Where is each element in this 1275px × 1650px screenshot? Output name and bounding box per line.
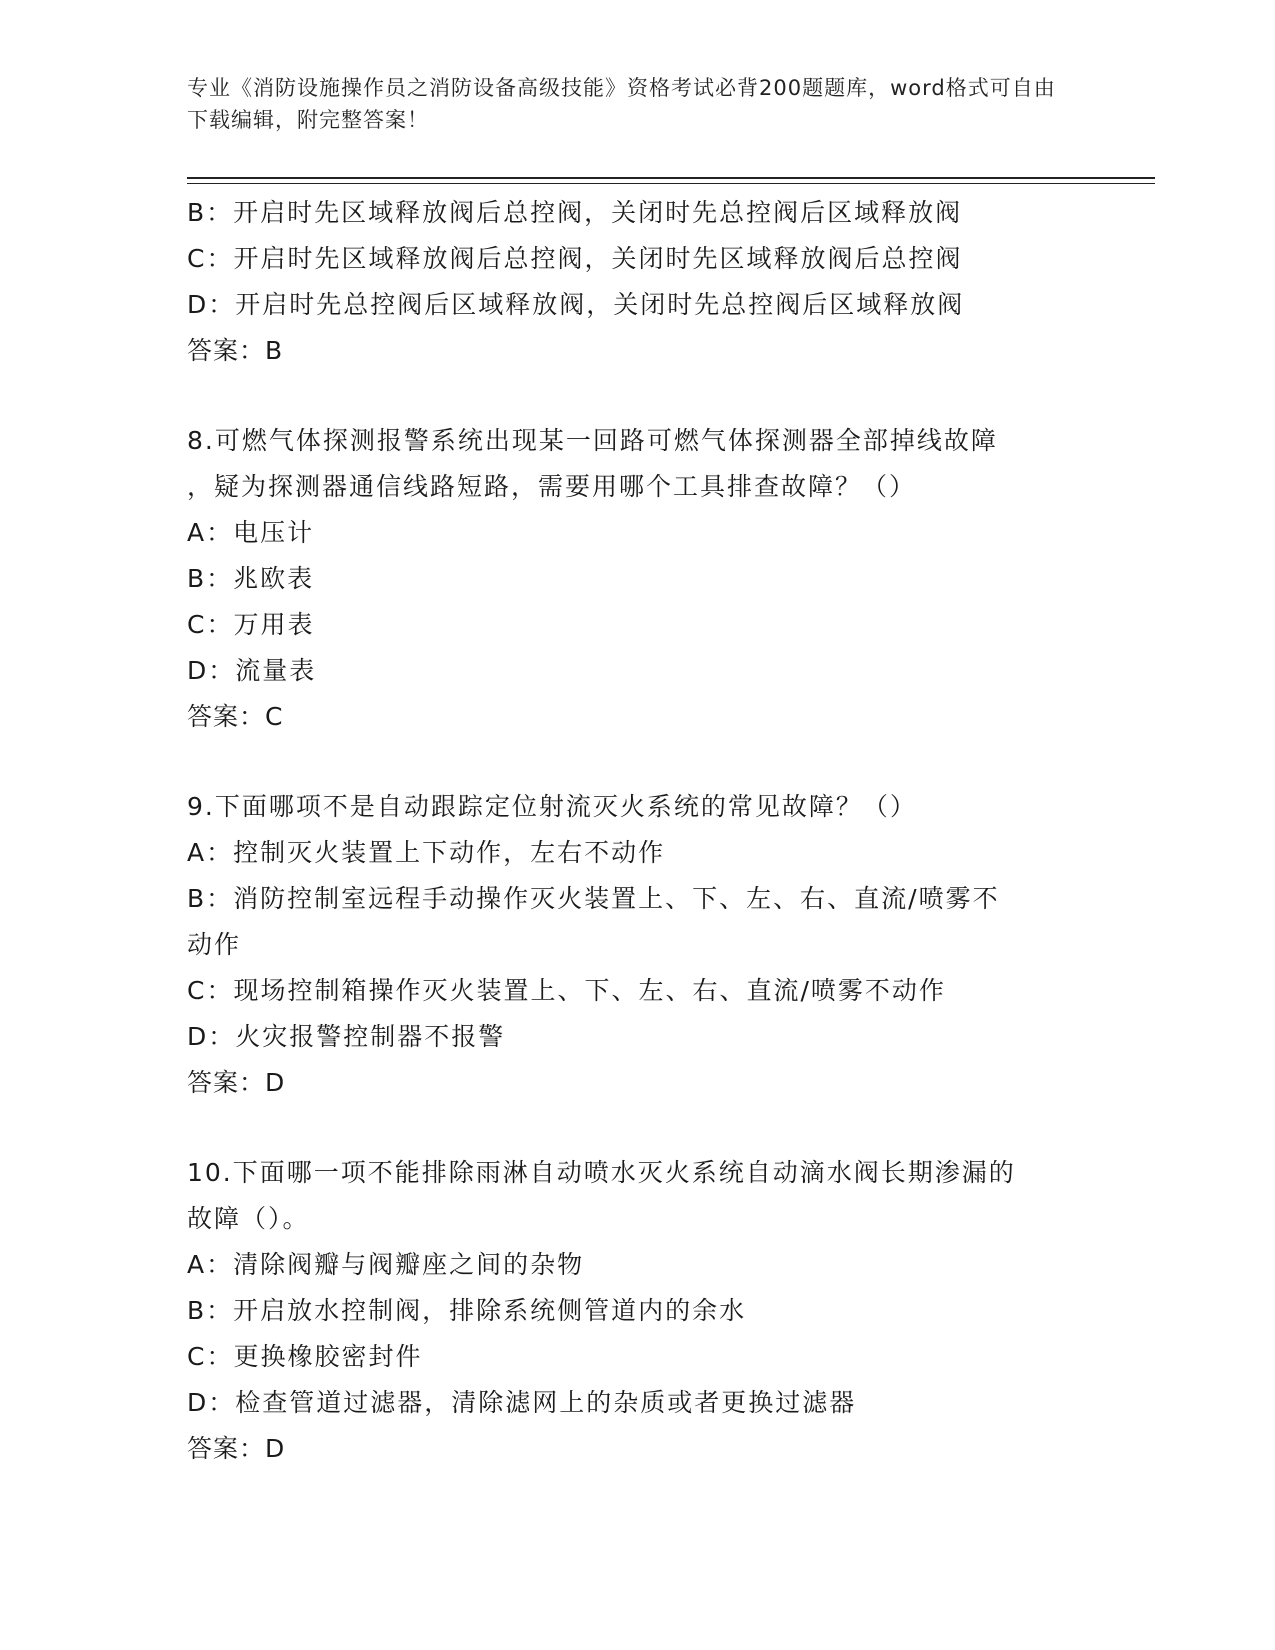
option-d: D：检查管道过滤器，清除滤网上的杂质或者更换过滤器: [187, 1388, 857, 1417]
option-b: B：兆欧表: [187, 564, 315, 593]
option-b-continued: 动作: [187, 930, 242, 959]
header-rule-thick: [187, 177, 1155, 179]
option-a: A：电压计: [187, 518, 315, 547]
spacer: [187, 374, 1087, 418]
question-block-10: [187, 1150, 1087, 1472]
option-d: D：火灾报警控制器不报警: [187, 1022, 506, 1051]
header-rule-thin: [187, 183, 1155, 184]
question-stem-line: 9.下面哪项不是自动跟踪定位射流灭火系统的常见故障？（）: [187, 792, 917, 821]
question-stem-line: 10.下面哪一项不能排除雨淋自动喷水灭火系统自动滴水阀长期渗漏的: [187, 1158, 1016, 1187]
option-a: A：清除阀瓣与阀瓣座之间的杂物: [187, 1250, 585, 1279]
question-block-9: [187, 784, 1087, 1106]
question-content: [187, 190, 1087, 1472]
option-c: C：万用表: [187, 610, 315, 639]
option-b: B：开启时先区域释放阀后总控阀，关闭时先总控阀后区域释放阀: [187, 198, 963, 227]
answer-line: 答案：B: [187, 336, 284, 365]
question-stem-line: 故障（）。: [187, 1204, 310, 1233]
question-block-8: [187, 418, 1087, 740]
option-d: D：流量表: [187, 656, 317, 685]
option-c: C：开启时先区域释放阀后总控阀，关闭时先区域释放阀后总控阀: [187, 244, 963, 273]
document-header: 专业《消防设施操作员之消防设备高级技能》资格考试必背200题题库，word格式可自由下载编辑，附完整答案！: [187, 76, 1056, 132]
prev-question-block: [187, 190, 1087, 374]
spacer: [187, 1106, 1087, 1150]
option-c: C：现场控制箱操作灭火装置上、下、左、右、直流/喷雾不动作: [187, 976, 946, 1005]
option-b: B：开启放水控制阀，排除系统侧管道内的余水: [187, 1296, 747, 1325]
option-b: B：消防控制室远程手动操作灭火装置上、下、左、右、直流/喷雾不: [187, 884, 1000, 913]
spacer: [187, 740, 1087, 784]
option-c: C：更换橡胶密封件: [187, 1342, 423, 1371]
answer-line: 答案：D: [187, 1434, 286, 1463]
answer-line: 答案：C: [187, 702, 284, 731]
question-stem-line: ，疑为探测器通信线路短路，需要用哪个工具排查故障？（）: [187, 472, 917, 501]
option-d: D：开启时先总控阀后区域释放阀，关闭时先总控阀后区域释放阀: [187, 290, 965, 319]
answer-line: 答案：D: [187, 1068, 286, 1097]
question-stem-line: 8.可燃气体探测报警系统出现某一回路可燃气体探测器全部掉线故障: [187, 426, 998, 455]
option-a: A：控制灭火装置上下动作，左右不动作: [187, 838, 666, 867]
